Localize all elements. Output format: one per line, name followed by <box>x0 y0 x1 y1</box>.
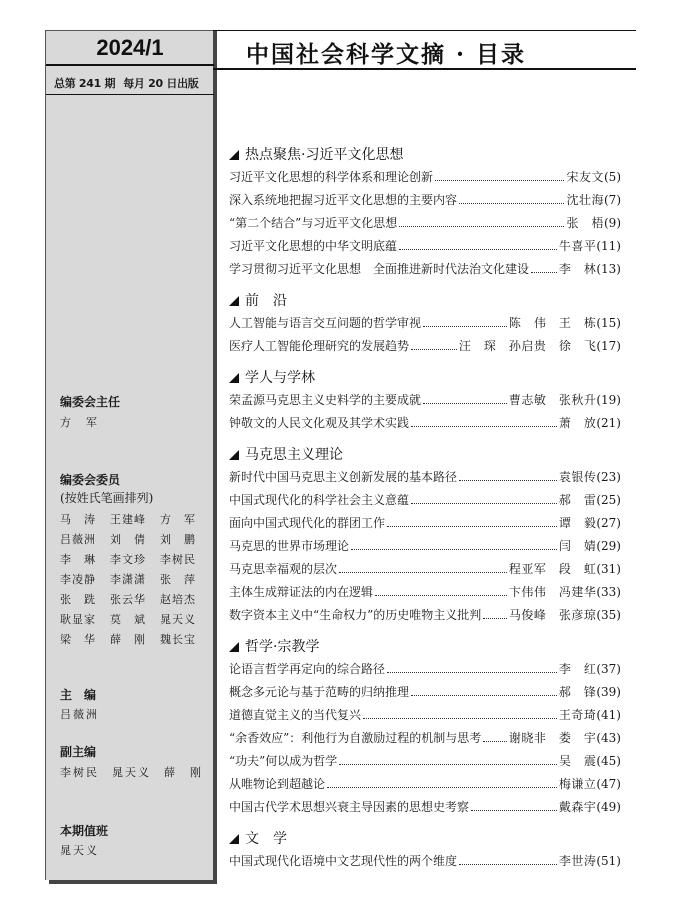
committee-member-name: 李 琳 <box>60 553 96 566</box>
sidebar <box>45 30 213 880</box>
entry-title: 习近平文化思想的中华文明底蕴 <box>229 239 398 253</box>
entry-page: (25) <box>596 493 621 507</box>
committee-member-name: 刘 鹏 <box>160 533 196 546</box>
entry-author: 沈壮海 <box>566 193 604 207</box>
toc-entry[interactable] <box>229 189 621 212</box>
toc-entry[interactable] <box>229 796 621 819</box>
entry-author: 程亚军 段 虹 <box>508 562 597 576</box>
committee-members-subtitle: (按姓氏笔画排列) <box>60 491 154 505</box>
committee-member-name: 刘 倩 <box>110 533 146 546</box>
section-heading-text: 热点聚焦·习近平文化思想 <box>245 147 404 163</box>
toc-section <box>229 290 621 358</box>
entry-title: “第二个结合”与习近平文化思想 <box>229 216 398 230</box>
entry-title: 道德直觉主义的当代复兴 <box>229 708 362 722</box>
entry-page: (9) <box>604 216 621 230</box>
entry-author: 王奇琦 <box>558 708 597 722</box>
dot-leader <box>375 581 507 596</box>
committee-member-name: 李凌静 <box>60 573 96 586</box>
dot-leader <box>459 189 564 204</box>
entry-author: 袁银传 <box>558 470 597 484</box>
toc-entry[interactable] <box>229 466 621 489</box>
divider <box>46 64 214 66</box>
committee-member-name: 方 军 <box>160 513 196 526</box>
editor-in-chief-name: 吕薇洲 <box>60 708 99 721</box>
dot-leader <box>483 727 507 742</box>
toc-entry[interactable] <box>229 558 621 581</box>
toc-entry[interactable] <box>229 704 621 727</box>
entry-author: 谭 毅 <box>558 516 597 530</box>
entry-page: (7) <box>604 193 621 207</box>
dot-leader <box>339 558 507 573</box>
dot-leader <box>423 312 507 327</box>
entry-title: 深入系统地把握习近平文化思想的主要内容 <box>229 193 458 207</box>
entry-author: 马俊峰 张彦琼 <box>508 608 597 622</box>
toc-entry[interactable] <box>229 258 621 281</box>
table-of-contents <box>229 144 621 882</box>
committee-member-name: 张 萍 <box>160 573 196 586</box>
toc-entry[interactable] <box>229 489 621 512</box>
toc-entry[interactable] <box>229 512 621 535</box>
entry-title: 钟敬文的人民文化观及其学术实践 <box>229 416 410 430</box>
committee-member-name: 梁 华 <box>60 633 96 646</box>
entry-title: 人工智能与语言交互问题的哲学审视 <box>229 316 422 330</box>
triangle-bullet-icon <box>229 150 239 160</box>
dot-leader <box>531 258 557 273</box>
toc-entry[interactable] <box>229 235 621 258</box>
committee-member-name: 李文珍 <box>110 553 146 566</box>
committee-member-name: 李树民 <box>160 553 196 566</box>
entry-author: 谢晓非 娄 宇 <box>508 731 597 745</box>
entry-page: (47) <box>596 777 621 791</box>
triangle-bullet-icon <box>229 296 239 306</box>
entry-page: (43) <box>596 731 621 745</box>
page-title: 中国社会科学文摘 · 目录 <box>246 41 527 68</box>
committee-member-name: 张 跣 <box>60 593 96 606</box>
entry-page: (45) <box>596 754 621 768</box>
entry-title: 面向中国式现代化的群团工作 <box>229 516 386 530</box>
dot-leader <box>399 212 564 227</box>
toc-section <box>229 367 621 435</box>
toc-entry[interactable] <box>229 727 621 750</box>
dot-leader <box>327 773 557 788</box>
section-heading <box>229 367 621 389</box>
entry-page: (51) <box>596 854 621 868</box>
toc-entry[interactable] <box>229 581 621 604</box>
entry-title: 医疗人工智能伦理研究的发展趋势 <box>229 339 410 353</box>
toc-entry[interactable] <box>229 212 621 235</box>
entry-page: (19) <box>596 393 621 407</box>
toc-entry[interactable] <box>229 681 621 704</box>
committee-member-name: 魏长宝 <box>160 633 196 646</box>
duty-editor-title: 本期值班 <box>60 824 109 838</box>
entry-title: 从唯物论到超越论 <box>229 777 326 791</box>
toc-entry[interactable] <box>229 850 621 873</box>
dot-leader <box>411 681 557 696</box>
duty-editor-name: 晁天义 <box>60 844 99 857</box>
entry-page: (49) <box>596 800 621 814</box>
dot-leader <box>459 466 557 481</box>
deputy-editors-names: 李树民 晁天义 薛 刚 <box>60 766 203 779</box>
toc-entry[interactable] <box>229 604 621 627</box>
entry-page: (39) <box>596 685 621 699</box>
dot-leader <box>399 235 557 250</box>
triangle-bullet-icon <box>229 834 239 844</box>
header-bottom-rule <box>213 68 636 70</box>
entry-page: (11) <box>596 239 621 253</box>
toc-entry[interactable] <box>229 750 621 773</box>
toc-section <box>229 828 621 873</box>
entry-title: 新时代中国马克思主义创新发展的基本路径 <box>229 470 458 484</box>
entry-page: (21) <box>596 416 621 430</box>
entry-page: (15) <box>596 316 621 330</box>
entry-author: 萧 放 <box>558 416 597 430</box>
dot-leader <box>459 850 557 865</box>
entry-author: 张 梧 <box>566 216 604 230</box>
dot-leader <box>471 796 557 811</box>
editor-in-chief-title: 主 编 <box>60 688 97 702</box>
entry-title: 中国古代学术思想兴衰主导因素的思想史考察 <box>229 800 470 814</box>
committee-member-name: 王建峰 <box>110 513 146 526</box>
section-heading-text: 哲学·宗教学 <box>245 639 320 655</box>
section-heading-text: 文 学 <box>245 831 287 847</box>
committee-member-name: 薛 刚 <box>110 633 146 646</box>
entry-page: (17) <box>596 339 621 353</box>
dot-leader <box>423 389 507 404</box>
entry-page: (27) <box>596 516 621 530</box>
entry-title: 中国式现代化的科学社会主义意蕴 <box>229 493 410 507</box>
toc-entry[interactable] <box>229 312 621 335</box>
section-heading-text: 前 沿 <box>245 293 287 309</box>
committee-director-name: 方 军 <box>60 416 99 429</box>
entry-author: 卞伟伟 冯建华 <box>508 585 597 599</box>
committee-member-name: 赵培杰 <box>160 593 196 606</box>
triangle-bullet-icon <box>229 373 239 383</box>
section-heading <box>229 636 621 658</box>
dot-leader <box>435 166 564 181</box>
header-top-rule <box>213 30 636 31</box>
entry-title: 主体生成辩证法的内在逻辑 <box>229 585 374 599</box>
entry-page: (35) <box>596 608 621 622</box>
divider <box>46 94 214 95</box>
entry-title: “功夫”何以成为哲学 <box>229 754 338 768</box>
entry-author: 梅谦立 <box>558 777 597 791</box>
entry-page: (23) <box>596 470 621 484</box>
section-heading <box>229 444 621 466</box>
toc-entry[interactable] <box>229 535 621 558</box>
issue-info <box>54 75 207 91</box>
toc-entry[interactable] <box>229 658 621 681</box>
entry-title: 习近平文化思想的科学体系和理论创新 <box>229 170 434 184</box>
entry-author: 牛喜平 <box>558 239 597 253</box>
entry-title: “余香效应”：利他行为自激励过程的机制与思考 <box>229 731 482 745</box>
committee-director-title: 编委会主任 <box>60 395 121 409</box>
dot-leader <box>387 658 557 673</box>
entry-page: (37) <box>596 662 621 676</box>
committee-member-name: 耿显家 <box>60 613 96 626</box>
entry-page: (13) <box>596 262 621 276</box>
entry-author: 郝 雷 <box>558 493 597 507</box>
dot-leader <box>363 704 557 719</box>
dot-leader <box>411 335 457 350</box>
committee-members-title: 编委会委员 <box>60 473 121 487</box>
entry-title: 学习贯彻习近平文化思想 全面推进新时代法治文化建设 <box>229 262 530 276</box>
dot-leader <box>411 489 557 504</box>
committee-member-name: 张云华 <box>110 593 146 606</box>
entry-title: 马克思的世界市场理论 <box>229 539 350 553</box>
entry-author: 闫 婧 <box>558 539 597 553</box>
committee-members-list <box>60 511 200 647</box>
toc-entry[interactable] <box>229 335 621 358</box>
toc-entry[interactable] <box>229 412 621 435</box>
section-heading-text: 学人与学林 <box>245 370 315 386</box>
section-heading <box>229 828 621 850</box>
toc-section <box>229 144 621 281</box>
entry-author: 吴 震 <box>558 754 597 768</box>
toc-entry[interactable] <box>229 389 621 412</box>
dot-leader <box>351 535 557 550</box>
issue-year: 2024/1 <box>96 35 164 60</box>
entry-title: 马克思幸福观的层次 <box>229 562 338 576</box>
entry-page: (33) <box>596 585 621 599</box>
entry-page: (41) <box>596 708 621 722</box>
entry-page: (29) <box>596 539 621 553</box>
section-heading <box>229 144 621 166</box>
entry-author: 宋友文 <box>566 170 604 184</box>
section-heading <box>229 290 621 312</box>
total-issue: 总第 241 期 <box>54 77 116 90</box>
triangle-bullet-icon <box>229 642 239 652</box>
committee-member-name: 李潇潇 <box>110 573 146 586</box>
committee-member-name: 吕薇洲 <box>60 533 96 546</box>
entry-author: 李 林 <box>558 262 597 276</box>
entry-title: 中国式现代化语境中文艺现代性的两个维度 <box>229 854 458 868</box>
entry-title: 荣孟源马克思主义史料学的主要成就 <box>229 393 422 407</box>
entry-page: (31) <box>596 562 621 576</box>
committee-member-name: 莫 斌 <box>110 613 146 626</box>
entry-author: 汪 琛 孙启贵 徐 飞 <box>458 339 597 353</box>
committee-member-name: 晁天义 <box>160 613 196 626</box>
triangle-bullet-icon <box>229 450 239 460</box>
toc-entry[interactable] <box>229 166 621 189</box>
toc-entry[interactable] <box>229 773 621 796</box>
entry-title: 论语言哲学再定向的综合路径 <box>229 662 386 676</box>
entry-author: 李 红 <box>558 662 597 676</box>
deputy-editors-title: 副主编 <box>60 745 97 759</box>
entry-title: 概念多元论与基于范畴的归纳推理 <box>229 685 410 699</box>
committee-member-name: 马 涛 <box>60 513 96 526</box>
section-heading-text: 马克思主义理论 <box>245 447 343 463</box>
entry-author: 陈 伟 王 栋 <box>508 316 597 330</box>
dot-leader <box>483 604 507 619</box>
dot-leader <box>411 412 557 427</box>
entry-author: 李世涛 <box>558 854 597 868</box>
publish-date: 每月 20 日出版 <box>123 77 199 90</box>
entry-author: 郝 锋 <box>558 685 597 699</box>
entry-author: 曹志敏 张秋升 <box>508 393 597 407</box>
sidebar-shadow-bottom <box>49 880 217 884</box>
sidebar-shadow <box>213 30 217 884</box>
entry-page: (5) <box>604 170 621 184</box>
toc-section <box>229 636 621 819</box>
toc-section <box>229 444 621 627</box>
entry-title: 数字资本主义中“生命权力”的历史唯物主义批判 <box>229 608 482 622</box>
entry-author: 戴森宇 <box>558 800 597 814</box>
dot-leader <box>387 512 557 527</box>
dot-leader <box>339 750 557 765</box>
